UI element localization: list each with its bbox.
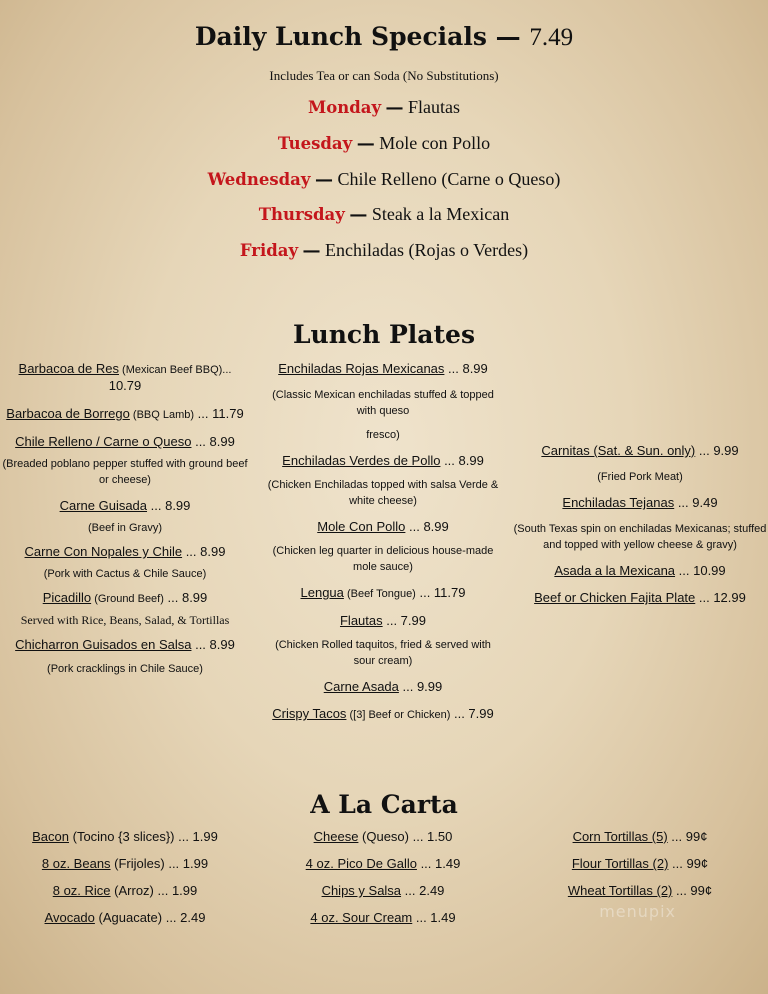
item-sub: (Beef Tongue) (343, 588, 416, 600)
dash: — (356, 133, 375, 154)
item-description: (Classic Mexican enchiladas stuffed & topped with queso (272, 389, 494, 417)
menu-item (258, 585, 508, 602)
day-name: Wednesday (207, 170, 311, 189)
item-name: Lengua (300, 585, 344, 600)
item-name: Enchiladas Tejanas (562, 495, 675, 510)
menu-item (258, 613, 508, 629)
menu-item (0, 498, 250, 514)
item-price: ... 99¢ (667, 829, 708, 844)
item-name: Carne Guisada (59, 498, 148, 513)
item-price: ... 8.99 (191, 434, 235, 449)
item-price: ... 8.99 (405, 519, 449, 534)
lunch-left-column (0, 361, 250, 677)
item-description: (Chicken Rolled taquitos, fried & served with sour cream) (275, 639, 491, 667)
day-name: Tuesday (277, 134, 353, 153)
item-price: ... 1.99 (153, 883, 198, 898)
menu-item (512, 829, 768, 845)
special-friday (0, 240, 768, 261)
menu-item (258, 910, 508, 926)
item-name: Chicharron Guisados en Salsa (15, 637, 192, 652)
day-name: Monday (307, 98, 382, 117)
item-name-extra: (Tocino {3 slices}) (69, 829, 175, 844)
item-price: ... 7.99 (450, 706, 494, 721)
item-name: Asada a la Mexicana (554, 563, 676, 578)
lunch-plates-title: Lunch Plates (292, 320, 476, 349)
item-price: ... 8.99 (182, 544, 226, 559)
menu-item (0, 829, 250, 845)
special-thursday (0, 204, 768, 225)
item-name: 8 oz. Beans (41, 856, 111, 871)
menu-item (258, 829, 508, 845)
day-name: Friday (239, 241, 299, 260)
item-price: ... 9.99 (695, 443, 739, 458)
item-description: (Chicken Enchiladas topped with salsa Verde & white cheese) (267, 479, 499, 507)
dash: — (302, 240, 321, 261)
item-name: Chips y Salsa (321, 883, 402, 898)
special-wednesday (0, 169, 768, 190)
menu-item (258, 856, 508, 872)
menu-item (512, 856, 768, 872)
day-dish: Chile Relleno (Carne o Queso) (337, 169, 561, 189)
item-name: Carne Con Nopales y Chile (24, 544, 183, 559)
item-name: Wheat Tortillas (2) (567, 883, 673, 898)
item-sub: (Mexican Beef BBQ)... (118, 364, 232, 376)
day-dish: Mole con Pollo (379, 133, 491, 153)
menu-item (512, 883, 768, 899)
item-price: ... 11.79 (194, 406, 244, 421)
item-name: Cheese (313, 829, 359, 844)
item-name-extra: (Aguacate) (94, 910, 163, 925)
lunch-middle-column (258, 361, 508, 723)
specials-price: 7.49 (529, 24, 574, 51)
menu-item (512, 563, 768, 579)
item-name: Enchiladas Rojas Mexicanas (278, 361, 445, 376)
item-price: ... 11.79 (415, 585, 466, 600)
item-name: Beef or Chicken Fajita Plate (534, 590, 696, 605)
item-price: ... 12.99 (695, 590, 746, 605)
item-name: 8 oz. Rice (52, 883, 111, 898)
item-name: Corn Tortillas (5) (572, 829, 668, 844)
item-price: ... 9.99 (398, 679, 443, 694)
menu-item (258, 361, 508, 377)
item-price: ... 7.99 (382, 613, 426, 628)
menu-item (512, 443, 768, 459)
item-name-extra: (Arroz) (110, 883, 154, 898)
item-price: ... 99¢ (672, 883, 713, 898)
item-price: ... 2.49 (162, 910, 206, 925)
special-tuesday (0, 133, 768, 154)
menu-item (0, 406, 250, 423)
item-price: ... 1.49 (416, 856, 461, 871)
item-price: ... 1.50 (409, 829, 453, 844)
item-price: ... 8.99 (444, 361, 488, 376)
menu-item (0, 544, 250, 560)
item-sub: (BBQ Lamb) (129, 409, 195, 421)
item-description: fresco) (366, 429, 400, 441)
day-name: Thursday (258, 205, 345, 224)
item-name-extra: (Frijoles) (110, 856, 165, 871)
dash: — (349, 204, 368, 225)
item-name: Flour Tortillas (2) (571, 856, 669, 871)
menu-item (0, 590, 250, 607)
item-price: ... 1.99 (174, 829, 218, 844)
menu-item (258, 519, 508, 535)
item-name: Carne Asada (323, 679, 399, 694)
watermark: menupix (599, 902, 676, 921)
item-sub: (Ground Beef) (91, 593, 164, 605)
carta-left-column (0, 829, 250, 926)
menu-item (258, 679, 508, 695)
specials-title (0, 22, 768, 52)
item-price: ... 1.49 (412, 910, 456, 925)
item-name: Barbacoa de Res (18, 361, 119, 376)
item-description: (Fried Pork Meat) (597, 471, 683, 483)
day-dish: Enchiladas (Rojas o Verdes) (325, 240, 529, 260)
special-monday (0, 97, 768, 118)
item-description: (Pork with Cactus & Chile Sauce) (43, 568, 207, 580)
menu-item (0, 361, 250, 394)
menu-item (0, 856, 250, 872)
item-price: ... 8.99 (440, 453, 484, 468)
dash: — (385, 97, 404, 118)
dash: — (314, 169, 333, 190)
menu-item (512, 590, 768, 606)
item-name: Barbacoa de Borrego (6, 406, 130, 421)
item-price: ... 10.99 (675, 563, 726, 578)
item-price: ... 2.49 (401, 883, 445, 898)
item-description: (Chicken leg quarter in delicious house-made mole sauce) (272, 545, 494, 573)
menu-item (512, 495, 768, 511)
day-dish: Steak a la Mexican (371, 204, 510, 224)
item-price: ... 9.49 (674, 495, 718, 510)
carta-middle-column (258, 829, 508, 926)
item-price: 10.79 (108, 378, 142, 393)
menu-item (258, 883, 508, 899)
item-name: Enchiladas Verdes de Pollo (282, 453, 441, 468)
menu-item (258, 706, 508, 723)
item-name: Carnitas (Sat. & Sun. only) (541, 443, 696, 458)
item-description: (South Texas spin on enchiladas Mexicanas; stuffed and topped with yellow cheese & gravy) (513, 523, 767, 551)
menu-item (258, 453, 508, 469)
menu-item (0, 637, 250, 653)
item-name: Chile Relleno / Carne o Queso (15, 434, 192, 449)
menu-item (0, 434, 250, 450)
item-description: (Beef in Gravy) (88, 522, 162, 534)
item-name: Avocado (44, 910, 95, 925)
item-price: ... 8.99 (147, 498, 191, 513)
a-la-carta-title: A La Carta (310, 790, 458, 819)
carta-right-column (512, 829, 768, 899)
item-name: 4 oz. Sour Cream (310, 910, 413, 925)
item-name: Mole Con Pollo (317, 519, 406, 534)
item-name: Bacon (32, 829, 69, 844)
item-price: ... 99¢ (668, 856, 709, 871)
item-name-extra: (Queso) (358, 829, 409, 844)
specials-note: Includes Tea or can Soda (No Substitutions) (269, 68, 499, 83)
item-name: Crispy Tacos (272, 706, 347, 721)
item-price: ... 8.99 (191, 637, 235, 652)
served-with-note: Served with Rice, Beans, Salad, & Tortillas (20, 613, 230, 627)
item-name: Picadillo (42, 590, 92, 605)
item-description: (Breaded poblano pepper stuffed with ground beef or cheese) (2, 458, 248, 486)
menu-item (0, 883, 250, 899)
item-name: 4 oz. Pico De Gallo (305, 856, 417, 871)
menu-item (0, 910, 250, 926)
item-name: Flautas (339, 613, 383, 628)
item-price: ... 8.99 (163, 590, 208, 605)
lunch-right-column (512, 443, 768, 606)
item-description: (Pork cracklings in Chile Sauce) (47, 663, 203, 675)
specials-title-text: Daily Lunch Specials — (194, 22, 521, 51)
day-dish: Flautas (408, 97, 461, 117)
item-sub: ([3] Beef or Chicken) (346, 709, 451, 721)
item-price: ... 1.99 (164, 856, 209, 871)
